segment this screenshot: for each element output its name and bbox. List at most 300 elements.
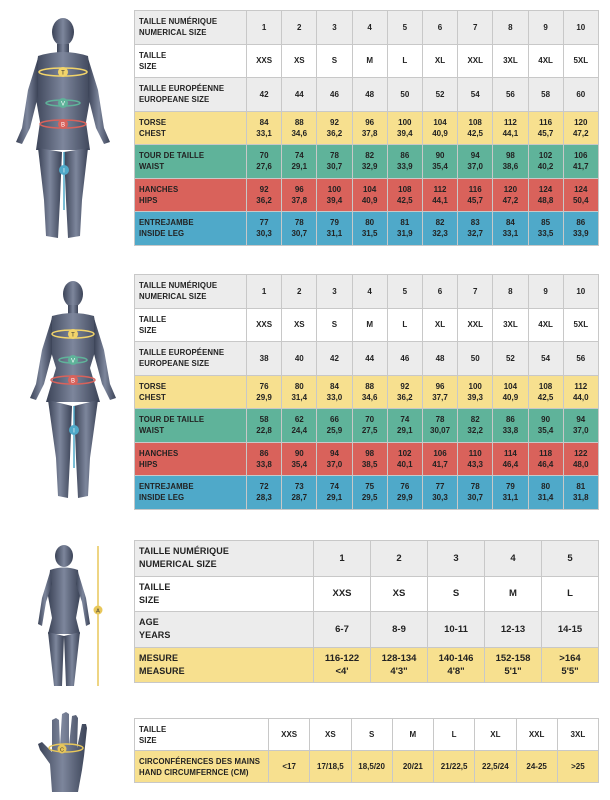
size-cell bbox=[422, 342, 457, 376]
size-cell bbox=[387, 11, 422, 45]
cell-value: 74 bbox=[294, 151, 304, 161]
cell-value-inch: 40,9 bbox=[502, 392, 519, 402]
cell-value: 96 bbox=[365, 117, 375, 127]
cell-value: 21/22,5 bbox=[440, 762, 468, 771]
row-label-line: TAILLE bbox=[139, 314, 167, 324]
size-cell bbox=[458, 178, 493, 212]
size-cell bbox=[422, 442, 457, 476]
cell-value: 120 bbox=[503, 184, 518, 194]
cell-value: 104 bbox=[362, 184, 377, 194]
row-label-line: TAILLE EUROPÉENNE bbox=[139, 84, 225, 94]
size-cell bbox=[247, 78, 282, 112]
cell-value: 46 bbox=[330, 89, 339, 99]
cell-value: 100 bbox=[398, 117, 412, 127]
size-cell bbox=[247, 275, 282, 309]
size-cell bbox=[282, 212, 317, 246]
cell-value: 46 bbox=[400, 353, 410, 363]
size-cell bbox=[352, 44, 387, 78]
cell-value: 84 bbox=[330, 381, 339, 391]
size-cell bbox=[351, 719, 392, 751]
size-cell bbox=[528, 44, 563, 78]
size-cell bbox=[352, 78, 387, 112]
cell-value: 82 bbox=[470, 415, 480, 425]
size-cell bbox=[317, 212, 352, 246]
size-row bbox=[135, 476, 599, 510]
cell-value: 24-25 bbox=[526, 762, 547, 771]
cell-value-inch: 48,0 bbox=[572, 459, 589, 469]
cell-value: XXL bbox=[528, 730, 545, 739]
size-cell bbox=[387, 78, 422, 112]
cell-value: 40 bbox=[294, 353, 304, 363]
cell-value: 78 bbox=[294, 218, 304, 228]
cell-value: 52 bbox=[505, 353, 515, 363]
cell-value: 100 bbox=[327, 184, 342, 194]
size-cell bbox=[371, 647, 428, 683]
cell-value-inch: 30,07 bbox=[430, 426, 451, 436]
cell-value: 10 bbox=[576, 286, 586, 296]
size-cell bbox=[282, 44, 317, 78]
size-cell bbox=[317, 11, 352, 45]
cell-value: 82 bbox=[365, 151, 375, 161]
size-cell bbox=[282, 78, 317, 112]
cell-value-inch: 5'1" bbox=[504, 665, 522, 677]
size-cell bbox=[422, 44, 457, 78]
cell-value-inch: 32,9 bbox=[361, 162, 378, 172]
cell-value: 112 bbox=[574, 381, 588, 391]
cell-value-inch: 22,8 bbox=[256, 426, 272, 436]
size-cell bbox=[493, 44, 528, 78]
cell-value: 81 bbox=[576, 482, 586, 492]
size-cell bbox=[387, 409, 422, 443]
row-label-line: NUMERICAL SIZE bbox=[139, 292, 207, 302]
cell-value: XXS bbox=[281, 730, 298, 739]
cell-value: M bbox=[409, 730, 417, 739]
size-cell bbox=[428, 612, 485, 648]
leg-marker-letter: I bbox=[63, 168, 65, 175]
row-label bbox=[135, 476, 247, 510]
cell-value-inch: 32,3 bbox=[432, 229, 448, 239]
cell-value: 86 bbox=[259, 448, 269, 458]
size-cell bbox=[387, 178, 422, 212]
cell-value-inch: 42,5 bbox=[397, 195, 413, 205]
row-label-line: HIPS bbox=[139, 459, 158, 469]
cell-value-inch: 31,1 bbox=[502, 493, 519, 503]
cell-value-inch: 43,3 bbox=[467, 459, 483, 469]
cell-value-inch: 39,3 bbox=[467, 392, 483, 402]
cell-value-inch: 29,1 bbox=[326, 493, 343, 503]
men-size-table bbox=[134, 10, 599, 246]
cell-value: L bbox=[567, 588, 573, 600]
size-cell bbox=[317, 275, 352, 309]
cell-value-inch: 47,2 bbox=[572, 128, 589, 138]
cell-value: S bbox=[452, 588, 460, 600]
size-cell bbox=[458, 145, 493, 179]
size-cell bbox=[317, 375, 352, 409]
cell-value: 5 bbox=[402, 22, 408, 32]
row-label bbox=[135, 275, 247, 309]
row-label-line: CHEST bbox=[139, 392, 166, 402]
size-cell bbox=[392, 719, 433, 751]
cell-value-inch: 29,9 bbox=[256, 392, 272, 402]
cell-value-inch: 30,7 bbox=[326, 162, 343, 172]
row-label-line: WAIST bbox=[139, 426, 165, 436]
size-row bbox=[135, 78, 599, 112]
cell-value: 58 bbox=[541, 89, 551, 99]
cell-value: 116 bbox=[539, 117, 553, 127]
cell-value: 90 bbox=[294, 448, 304, 458]
size-cell bbox=[314, 576, 371, 612]
cell-value: 94 bbox=[470, 151, 480, 161]
size-cell bbox=[352, 308, 387, 342]
cell-value: 88 bbox=[294, 117, 304, 127]
size-cell bbox=[458, 275, 493, 309]
cell-value-inch: 36,2 bbox=[397, 392, 413, 402]
size-cell bbox=[516, 719, 557, 751]
cell-value-inch: 38,6 bbox=[502, 162, 519, 172]
cell-value-inch: 40,1 bbox=[397, 459, 413, 469]
cell-value: 108 bbox=[538, 381, 553, 391]
cell-value-inch: 42,5 bbox=[467, 128, 483, 138]
cell-value: 82 bbox=[435, 218, 445, 228]
cell-value-inch: 33,9 bbox=[572, 229, 589, 239]
size-cell bbox=[485, 576, 542, 612]
cell-value: 1 bbox=[261, 286, 267, 296]
cell-value-inch: 33,9 bbox=[397, 162, 413, 172]
size-cell bbox=[422, 78, 457, 112]
cell-value-inch: 34,6 bbox=[361, 392, 378, 402]
cell-value-inch: 33,0 bbox=[326, 392, 343, 402]
row-label-line: SIZE bbox=[139, 61, 157, 71]
cell-value: 78 bbox=[330, 151, 339, 161]
cell-value: 100 bbox=[468, 381, 482, 391]
cell-value-inch: 48,8 bbox=[537, 195, 554, 205]
cell-value: 90 bbox=[541, 415, 551, 425]
cell-value-inch: 32,7 bbox=[467, 229, 483, 239]
cell-value: 90 bbox=[435, 151, 445, 161]
row-label-line: SIZE bbox=[139, 735, 157, 745]
cell-value: 80 bbox=[294, 381, 304, 391]
cell-value: 70 bbox=[259, 151, 269, 161]
size-cell bbox=[247, 375, 282, 409]
cell-value-inch: 33,1 bbox=[502, 229, 519, 239]
row-label-line: HANCHES bbox=[139, 184, 179, 194]
cell-value: 83 bbox=[470, 218, 480, 228]
size-row bbox=[135, 751, 599, 783]
cell-value: 94 bbox=[576, 415, 586, 425]
cell-value: 4XL bbox=[538, 56, 553, 66]
chest-marker-letter-2: T bbox=[71, 332, 75, 339]
cell-value: 74 bbox=[400, 415, 410, 425]
cell-value: 96 bbox=[435, 381, 445, 391]
cell-value: 70 bbox=[365, 415, 375, 425]
row-label-line: TAILLE EUROPÉENNE bbox=[139, 348, 225, 358]
cell-value-inch: 33,8 bbox=[256, 459, 272, 469]
cell-value: 77 bbox=[259, 218, 269, 228]
cell-value-inch: 42,5 bbox=[537, 392, 554, 402]
size-cell bbox=[387, 212, 422, 246]
waist-marker-letter: V bbox=[60, 101, 66, 108]
cell-value: XS bbox=[293, 56, 305, 66]
cell-value-inch: 29,1 bbox=[291, 162, 308, 172]
row-label-line: TOUR DE TAILLE bbox=[139, 415, 205, 425]
size-cell bbox=[371, 612, 428, 648]
cell-value: 5 bbox=[402, 286, 408, 296]
cell-value: 18,5/20 bbox=[358, 762, 385, 771]
chest-marker-letter: T bbox=[61, 70, 65, 77]
size-cell bbox=[422, 111, 457, 145]
size-cell bbox=[528, 308, 563, 342]
size-cell bbox=[387, 44, 422, 78]
cell-value-inch: 27,5 bbox=[361, 426, 378, 436]
row-label-line: ENTREJAMBE bbox=[139, 482, 194, 492]
row-label-line: TORSE bbox=[139, 117, 167, 127]
size-cell bbox=[528, 342, 563, 376]
cell-value-inch: 37,8 bbox=[291, 195, 308, 205]
size-cell bbox=[458, 409, 493, 443]
size-cell bbox=[247, 11, 282, 45]
cell-value-inch: 44,0 bbox=[572, 392, 589, 402]
cell-value-inch: 28,3 bbox=[256, 493, 272, 503]
row-label-line: TAILLE NUMÉRIQUE bbox=[139, 281, 218, 291]
cell-value-inch: 4'8" bbox=[447, 665, 465, 677]
size-cell bbox=[282, 275, 317, 309]
size-cell bbox=[317, 409, 352, 443]
cell-value-inch: 45,7 bbox=[467, 195, 483, 205]
cell-value: 2 bbox=[297, 286, 302, 296]
cell-value: 112 bbox=[433, 184, 447, 194]
row-label bbox=[135, 541, 314, 577]
cell-value: 84 bbox=[505, 218, 515, 228]
cell-value: XXS bbox=[332, 588, 352, 600]
size-cell bbox=[528, 178, 563, 212]
size-row bbox=[135, 145, 599, 179]
size-cell bbox=[557, 751, 598, 783]
size-cell bbox=[387, 375, 422, 409]
size-cell bbox=[269, 751, 310, 783]
size-row bbox=[135, 275, 599, 309]
cell-value: M bbox=[366, 56, 373, 66]
size-row bbox=[135, 11, 599, 45]
cell-value: 120 bbox=[574, 117, 588, 127]
size-cell bbox=[493, 308, 528, 342]
cell-value: L bbox=[402, 56, 408, 66]
size-cell bbox=[528, 145, 563, 179]
size-cell bbox=[247, 342, 282, 376]
row-label bbox=[135, 751, 269, 783]
cell-value: 85 bbox=[541, 218, 551, 228]
cell-value: 92 bbox=[330, 117, 339, 127]
row-label bbox=[135, 308, 247, 342]
cell-value-inch: 50,4 bbox=[572, 195, 589, 205]
cell-value-inch: 47,2 bbox=[502, 195, 519, 205]
size-cell bbox=[493, 476, 528, 510]
size-cell bbox=[317, 111, 352, 145]
size-cell bbox=[563, 342, 598, 376]
row-label-line: EUROPEANE SIZE bbox=[139, 95, 210, 105]
kids-size-table bbox=[134, 540, 599, 683]
cell-value: 102 bbox=[398, 448, 412, 458]
size-cell bbox=[282, 476, 317, 510]
cell-value-inch: 28,7 bbox=[291, 493, 308, 503]
cell-value: 8 bbox=[508, 22, 513, 32]
cell-value: 124 bbox=[574, 184, 588, 194]
size-cell bbox=[317, 145, 352, 179]
size-cell bbox=[371, 541, 428, 577]
row-label-line: MEASURE bbox=[139, 665, 185, 676]
size-cell bbox=[352, 342, 387, 376]
size-cell bbox=[269, 719, 310, 751]
cell-value: M bbox=[366, 320, 373, 330]
cell-value: S bbox=[331, 56, 338, 66]
size-cell bbox=[563, 308, 598, 342]
cell-value: 50 bbox=[400, 89, 410, 99]
size-cell bbox=[247, 145, 282, 179]
cell-value-inch: 46,4 bbox=[502, 459, 519, 469]
cell-value: 62 bbox=[294, 415, 304, 425]
male-body-figure bbox=[8, 10, 118, 245]
cell-value: 81 bbox=[400, 218, 410, 228]
cell-value-inch: 37,0 bbox=[572, 426, 589, 436]
cell-value: 66 bbox=[330, 415, 339, 425]
row-label-line: TAILLE bbox=[139, 724, 167, 734]
size-cell bbox=[422, 308, 457, 342]
cell-value: 102 bbox=[538, 151, 553, 161]
size-cell bbox=[563, 409, 598, 443]
cell-value: <17 bbox=[282, 762, 296, 771]
cell-value: 77 bbox=[435, 482, 445, 492]
female-body-figure bbox=[18, 272, 128, 507]
cell-value: 116 bbox=[468, 184, 482, 194]
size-cell bbox=[247, 442, 282, 476]
size-cell bbox=[563, 11, 598, 45]
row-label-line: INSIDE LEG bbox=[139, 229, 185, 239]
size-cell bbox=[282, 342, 317, 376]
size-cell bbox=[314, 541, 371, 577]
size-cell bbox=[422, 145, 457, 179]
size-cell bbox=[282, 409, 317, 443]
row-label bbox=[135, 145, 247, 179]
size-cell bbox=[528, 11, 563, 45]
size-cell bbox=[563, 111, 598, 145]
size-cell bbox=[458, 375, 493, 409]
cell-value: 6 bbox=[437, 22, 443, 32]
cell-value: 110 bbox=[468, 448, 482, 458]
cell-value: 58 bbox=[259, 415, 269, 425]
cell-value-inch: 30,7 bbox=[467, 493, 483, 503]
row-label bbox=[135, 576, 314, 612]
size-cell bbox=[528, 442, 563, 476]
cell-value-inch: 44,1 bbox=[432, 195, 448, 205]
row-label bbox=[135, 647, 314, 683]
cell-value: 2 bbox=[297, 22, 302, 32]
cell-value: 54 bbox=[541, 353, 551, 363]
size-cell bbox=[282, 375, 317, 409]
cell-value: XL bbox=[434, 56, 446, 66]
hand-marker-letter: C bbox=[60, 747, 64, 754]
size-cell bbox=[563, 78, 598, 112]
cell-value: 4 bbox=[510, 552, 516, 564]
cell-value: 78 bbox=[435, 415, 445, 425]
size-row bbox=[135, 719, 599, 751]
size-cell bbox=[310, 751, 351, 783]
cell-value-inch: 35,4 bbox=[291, 459, 308, 469]
cell-value: XXS bbox=[256, 56, 273, 66]
row-label bbox=[135, 409, 247, 443]
row-label-line: TORSE bbox=[139, 381, 167, 391]
height-marker-letter: A bbox=[96, 608, 100, 615]
size-cell bbox=[387, 308, 422, 342]
size-cell bbox=[352, 212, 387, 246]
size-cell bbox=[542, 541, 599, 577]
size-row bbox=[135, 212, 599, 246]
cell-value: 80 bbox=[365, 218, 375, 228]
cell-value: 88 bbox=[365, 381, 375, 391]
size-cell bbox=[387, 275, 422, 309]
cell-value-inch: 29,1 bbox=[397, 426, 413, 436]
row-label-line: ENTREJAMBE bbox=[139, 218, 194, 228]
cell-value-inch: 33,1 bbox=[256, 128, 272, 138]
cell-value: 124 bbox=[538, 184, 553, 194]
size-cell bbox=[247, 212, 282, 246]
size-cell bbox=[563, 145, 598, 179]
cell-value: 96 bbox=[294, 184, 304, 194]
size-cell bbox=[493, 178, 528, 212]
size-cell bbox=[352, 145, 387, 179]
waist-marker-letter-2: V bbox=[70, 358, 76, 365]
cell-value-inch: 46,4 bbox=[537, 459, 554, 469]
row-label bbox=[135, 719, 269, 751]
cell-value: 6 bbox=[437, 286, 443, 296]
cell-value: 3XL bbox=[503, 56, 518, 66]
size-cell bbox=[458, 44, 493, 78]
cell-value: 44 bbox=[294, 89, 304, 99]
cell-value: 3 bbox=[332, 22, 337, 32]
cell-value-inch: 40,2 bbox=[537, 162, 554, 172]
size-cell bbox=[528, 409, 563, 443]
size-cell bbox=[352, 442, 387, 476]
size-cell bbox=[528, 476, 563, 510]
cell-value: XS bbox=[325, 730, 336, 739]
hips-marker-letter: B bbox=[60, 122, 66, 129]
cell-value: 118 bbox=[539, 448, 553, 458]
cell-value: 79 bbox=[505, 482, 515, 492]
cell-value: 106 bbox=[433, 448, 447, 458]
hips-marker-letter-2: B bbox=[70, 378, 76, 385]
leg-marker-letter-2: I bbox=[73, 428, 75, 435]
cell-value-inch: 24,4 bbox=[291, 426, 308, 436]
size-cell bbox=[458, 476, 493, 510]
size-row bbox=[135, 409, 599, 443]
cell-value-inch: 40,9 bbox=[432, 128, 448, 138]
cell-value: S bbox=[331, 320, 338, 330]
cell-value: 106 bbox=[574, 151, 588, 161]
cell-value-inch: 31,5 bbox=[361, 229, 378, 239]
size-cell bbox=[317, 178, 352, 212]
cell-value: 12-13 bbox=[500, 623, 526, 635]
size-cell bbox=[563, 442, 598, 476]
size-row bbox=[135, 342, 599, 376]
cell-value-inch: 39,4 bbox=[397, 128, 413, 138]
size-cell bbox=[282, 111, 317, 145]
size-cell bbox=[282, 11, 317, 45]
cell-value: 94 bbox=[330, 448, 339, 458]
size-cell bbox=[563, 178, 598, 212]
row-label-line: SIZE bbox=[139, 325, 157, 335]
size-cell bbox=[422, 409, 457, 443]
cell-value: 140-146 bbox=[438, 652, 474, 664]
size-cell bbox=[314, 647, 371, 683]
cell-value: 9 bbox=[543, 286, 548, 296]
